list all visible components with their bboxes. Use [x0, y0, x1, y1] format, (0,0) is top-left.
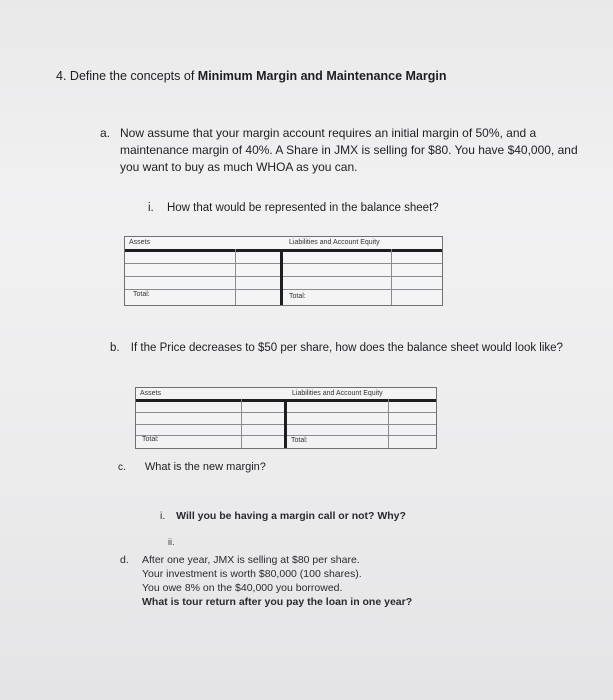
- part-c-subquestion-i: [160, 510, 406, 522]
- part-d-line-1: After one year, JMX is selling at $80 per share.: [142, 554, 360, 566]
- part-b: [110, 342, 563, 354]
- part-b-text: If the Price decreases to $50 per share, how does the balance sheet would look like?: [130, 342, 563, 354]
- col-line: [235, 249, 236, 305]
- part-b-label: b.: [110, 342, 120, 354]
- assets-header: Assets: [129, 239, 151, 246]
- header-rule: [125, 249, 442, 252]
- question-number: 4.: [56, 69, 67, 83]
- part-d-line-3: You owe 8% on the $40,000 you borrowed.: [142, 582, 343, 594]
- part-c-subquestion-ii: ii.: [168, 537, 175, 547]
- part-c-text: What is the new margin?: [144, 461, 266, 473]
- part-a-text: Now assume that your margin account requires an initial margin of 50%, and a maintenance margin of 40%. A Share in JMX is selling for $80. You have $40,000, and you want to buy as much WHOA as you can.: [120, 126, 578, 174]
- center-divider: [284, 399, 287, 448]
- liabilities-header: Liabilities and Account Equity: [289, 239, 380, 246]
- total-left: Total:: [133, 291, 150, 298]
- part-a-subquestion-i: [148, 202, 439, 214]
- sub-i-text: How that would be represented in the balance sheet?: [166, 202, 439, 214]
- part-c: [118, 461, 266, 473]
- part-d-line-2: Your investment is worth $80,000 (100 shares).: [142, 568, 362, 580]
- col-line: [241, 399, 242, 448]
- term-joiner: and: [300, 69, 323, 83]
- center-divider: [280, 249, 283, 305]
- term-maintenance-margin: Maintenance Margin: [326, 69, 447, 83]
- row-line: [125, 276, 442, 277]
- sub-i-number: i.: [148, 202, 154, 214]
- term-minimum-margin: Minimum Margin: [197, 69, 298, 83]
- assets-header: Assets: [140, 390, 162, 397]
- part-c-label: c.: [118, 462, 126, 473]
- question-prefix: Define the concepts of: [69, 69, 195, 83]
- row-line: [125, 263, 442, 264]
- liabilities-header: Liabilities and Account Equity: [292, 390, 383, 397]
- part-d-line-4: What is tour return after you pay the loan in one year?: [142, 596, 413, 608]
- col-line: [388, 399, 389, 448]
- balance-sheet-table-2: [135, 387, 437, 449]
- sub-i-text: Will you be having a margin call or not? Why?: [176, 510, 406, 522]
- total-right: Total:: [289, 293, 306, 300]
- part-d-label: d.: [120, 554, 129, 566]
- part-a-label: a.: [100, 126, 111, 140]
- total-left: Total:: [142, 436, 159, 443]
- row-line: [125, 289, 442, 290]
- sub-i-number: i.: [160, 510, 166, 522]
- total-right: Total:: [291, 437, 308, 444]
- balance-sheet-table-1: [124, 236, 443, 306]
- question-title: [56, 69, 446, 83]
- col-line: [391, 249, 392, 305]
